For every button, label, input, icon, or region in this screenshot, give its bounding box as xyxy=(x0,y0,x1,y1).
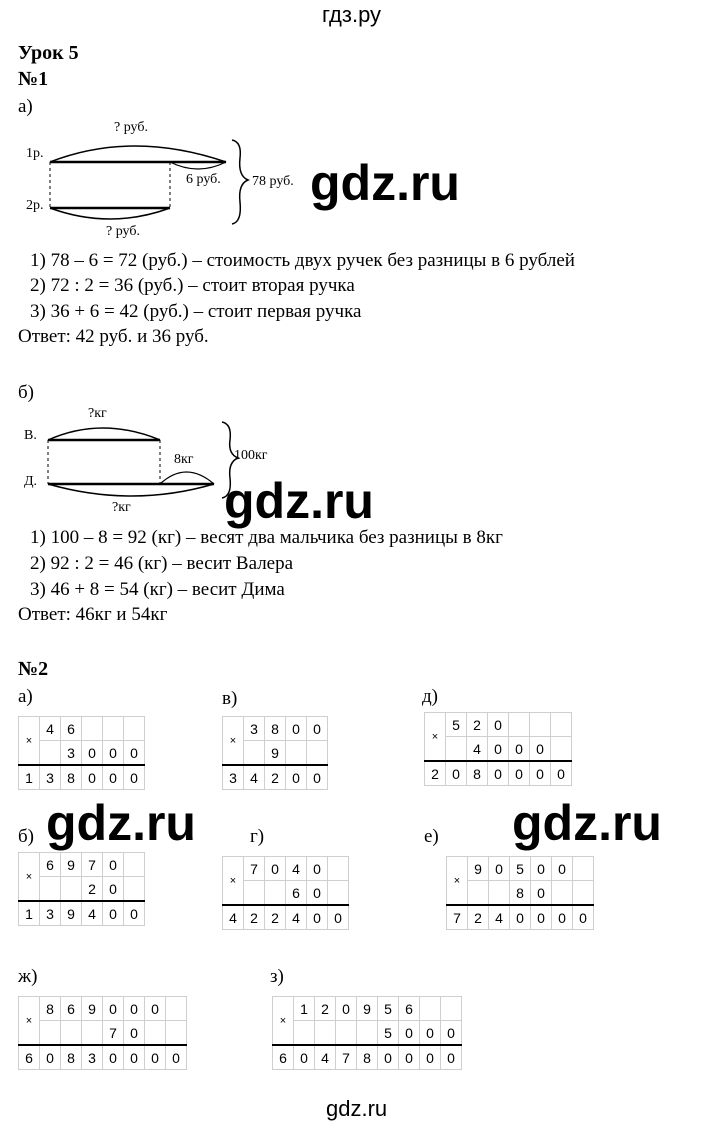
digit: 0 xyxy=(336,997,357,1021)
digit: 6 xyxy=(399,997,420,1021)
digit: 0 xyxy=(82,765,103,790)
digit: 0 xyxy=(103,877,124,902)
multiply-sign: × xyxy=(19,853,40,902)
diagram-1b-top-question: ?кг xyxy=(88,406,107,421)
digit xyxy=(145,1021,166,1046)
digit xyxy=(124,877,145,902)
digit xyxy=(315,1021,336,1046)
digit: 6 xyxy=(273,1045,294,1070)
digit: 3 xyxy=(244,717,265,741)
diagram-1a-bottom-question: ? руб. xyxy=(106,224,140,239)
digit: 0 xyxy=(82,741,103,766)
digit: 7 xyxy=(244,857,265,881)
digit: 0 xyxy=(103,901,124,926)
diagram-1b-row2-label: Д. xyxy=(24,474,38,489)
digit: 0 xyxy=(531,881,552,906)
digit: 8 xyxy=(265,717,286,741)
digit: 4 xyxy=(315,1045,336,1070)
digit: 0 xyxy=(446,761,467,786)
digit: 0 xyxy=(103,997,124,1021)
mult-grid-d xyxy=(424,712,572,786)
digit: 1 xyxy=(19,765,40,790)
digit: 2 xyxy=(315,997,336,1021)
digit xyxy=(307,741,328,766)
digit xyxy=(551,737,572,762)
digit: 0 xyxy=(489,857,510,881)
diagram-1a xyxy=(22,118,342,248)
digit: 4 xyxy=(82,901,103,926)
digit xyxy=(124,853,145,877)
digit: 0 xyxy=(530,761,551,786)
watermark: gdz.ru xyxy=(512,795,662,851)
digit: 2 xyxy=(244,905,265,930)
digit: 0 xyxy=(328,905,349,930)
digit: 6 xyxy=(19,1045,40,1070)
task1b-answer: Ответ: 46кг и 54кг xyxy=(18,604,168,625)
digit: 0 xyxy=(552,857,573,881)
digit xyxy=(244,881,265,906)
digit: 4 xyxy=(40,717,61,741)
digit: 2 xyxy=(467,713,488,737)
digit: 2 xyxy=(468,905,489,930)
footer-site-name: gdz.ru xyxy=(326,1096,388,1121)
digit: 4 xyxy=(286,857,307,881)
diagram-1a-top-question: ? руб. xyxy=(114,120,148,135)
digit: 0 xyxy=(420,1021,441,1046)
mult-grid-zh xyxy=(18,996,187,1070)
digit: 0 xyxy=(124,765,145,790)
digit: 8 xyxy=(40,997,61,1021)
task1a-step3: 3) 36 + 6 = 42 (руб.) – стоит первая ручка xyxy=(30,301,362,322)
diagram-1b-total: 100кг xyxy=(234,448,268,463)
digit: 0 xyxy=(441,1021,462,1046)
digit xyxy=(166,997,187,1021)
digit: 5 xyxy=(378,1021,399,1046)
digit: 7 xyxy=(82,853,103,877)
digit: 0 xyxy=(124,997,145,1021)
digit: 5 xyxy=(378,997,399,1021)
task2-number: №2 xyxy=(18,658,49,680)
digit: 9 xyxy=(61,853,82,877)
task2-label-g: г) xyxy=(250,826,265,847)
task1b-label: б) xyxy=(18,382,34,403)
digit: 0 xyxy=(307,717,328,741)
digit: 3 xyxy=(223,765,244,790)
digit xyxy=(336,1021,357,1046)
digit: 0 xyxy=(294,1045,315,1070)
task1-number: №1 xyxy=(18,68,49,90)
digit: 6 xyxy=(40,853,61,877)
digit xyxy=(551,713,572,737)
digit xyxy=(124,717,145,741)
digit: 6 xyxy=(61,997,82,1021)
digit: 0 xyxy=(145,1045,166,1070)
task2-label-d: д) xyxy=(422,686,438,707)
digit: 0 xyxy=(286,717,307,741)
digit: 0 xyxy=(552,905,573,930)
digit: 0 xyxy=(420,1045,441,1070)
digit: 0 xyxy=(488,761,509,786)
digit: 2 xyxy=(82,877,103,902)
mult-grid-b xyxy=(18,852,145,926)
digit xyxy=(294,1021,315,1046)
digit: 0 xyxy=(40,1045,61,1070)
digit: 0 xyxy=(103,853,124,877)
digit xyxy=(82,717,103,741)
multiply-sign: × xyxy=(425,713,446,762)
digit: 0 xyxy=(307,857,328,881)
digit xyxy=(468,881,489,906)
digit xyxy=(530,713,551,737)
digit xyxy=(265,881,286,906)
task2-label-z: з) xyxy=(270,966,284,987)
digit: 0 xyxy=(103,741,124,766)
digit xyxy=(328,857,349,881)
diagram-1a-total: 78 руб. xyxy=(252,174,294,189)
digit: 0 xyxy=(551,761,572,786)
multiply-sign: × xyxy=(223,717,244,766)
mult-grid-e xyxy=(446,856,594,930)
task1b-step1: 1) 100 – 8 = 92 (кг) – весят два мальчика без разницы в 8кг xyxy=(30,527,503,548)
multiply-sign: × xyxy=(273,997,294,1046)
mult-grid-g xyxy=(222,856,349,930)
digit: 3 xyxy=(82,1045,103,1070)
digit: 9 xyxy=(357,997,378,1021)
digit: 3 xyxy=(40,765,61,790)
digit: 6 xyxy=(286,881,307,906)
digit: 0 xyxy=(307,765,328,790)
digit: 7 xyxy=(103,1021,124,1046)
diagram-1b-bottom-question: ?кг xyxy=(112,500,131,515)
digit: 8 xyxy=(357,1045,378,1070)
digit: 0 xyxy=(124,741,145,766)
digit: 4 xyxy=(244,765,265,790)
digit: 8 xyxy=(61,1045,82,1070)
digit: 0 xyxy=(307,881,328,906)
digit: 0 xyxy=(307,905,328,930)
diagram-1a-row2-label: 2р. xyxy=(26,198,44,213)
digit xyxy=(82,1021,103,1046)
digit xyxy=(40,741,61,766)
multiply-sign: × xyxy=(19,717,40,766)
diagram-1b-row1-label: В. xyxy=(24,428,37,443)
digit xyxy=(441,997,462,1021)
digit: 6 xyxy=(61,717,82,741)
digit: 4 xyxy=(467,737,488,762)
mult-grid-z xyxy=(272,996,462,1070)
digit xyxy=(286,741,307,766)
digit xyxy=(573,857,594,881)
digit: 0 xyxy=(510,905,531,930)
digit: 0 xyxy=(573,905,594,930)
task2-label-zh: ж) xyxy=(18,966,38,987)
digit: 0 xyxy=(509,737,530,762)
task1a-step1: 1) 78 – 6 = 72 (руб.) – стоимость двух ручек без разницы в 6 рублей xyxy=(30,250,575,271)
watermark: gdz.ru xyxy=(46,795,196,851)
digit: 1 xyxy=(19,901,40,926)
digit: 7 xyxy=(336,1045,357,1070)
digit xyxy=(103,717,124,741)
digit: 0 xyxy=(531,857,552,881)
digit: 4 xyxy=(223,905,244,930)
digit xyxy=(573,881,594,906)
digit: 0 xyxy=(399,1021,420,1046)
task1a-step2: 2) 72 : 2 = 36 (руб.) – стоит вторая ручка xyxy=(30,275,355,296)
digit: 0 xyxy=(378,1045,399,1070)
digit: 0 xyxy=(531,905,552,930)
task1b-step2: 2) 92 : 2 = 46 (кг) – весит Валера xyxy=(30,553,294,574)
digit: 2 xyxy=(265,905,286,930)
multiply-sign: × xyxy=(19,997,40,1046)
multiply-sign: × xyxy=(447,857,468,906)
segment-diagram-1a xyxy=(22,118,342,248)
digit: 3 xyxy=(40,901,61,926)
digit: 3 xyxy=(61,741,82,766)
digit: 0 xyxy=(441,1045,462,1070)
digit: 0 xyxy=(265,857,286,881)
digit: 0 xyxy=(124,1021,145,1046)
digit xyxy=(552,881,573,906)
digit: 5 xyxy=(446,713,467,737)
digit: 8 xyxy=(510,881,531,906)
digit xyxy=(40,877,61,902)
digit: 0 xyxy=(488,713,509,737)
digit: 9 xyxy=(61,901,82,926)
digit xyxy=(61,1021,82,1046)
diagram-1a-row1-label: 1р. xyxy=(26,146,44,161)
digit: 0 xyxy=(488,737,509,762)
task2-label-v: в) xyxy=(222,688,238,709)
digit xyxy=(61,877,82,902)
digit xyxy=(446,737,467,762)
site-header: гдз.ру xyxy=(322,2,382,27)
digit: 9 xyxy=(468,857,489,881)
digit: 0 xyxy=(530,737,551,762)
digit: 2 xyxy=(265,765,286,790)
digit: 9 xyxy=(265,741,286,766)
mult-grid-a xyxy=(18,716,145,790)
digit: 1 xyxy=(294,997,315,1021)
digit: 8 xyxy=(467,761,488,786)
digit: 5 xyxy=(510,857,531,881)
digit xyxy=(357,1021,378,1046)
task1a-answer: Ответ: 42 руб. и 36 руб. xyxy=(18,326,209,347)
watermark: gdz.ru xyxy=(310,155,460,211)
lesson-title: Урок 5 xyxy=(18,42,79,64)
task1a-label: а) xyxy=(18,96,33,117)
digit: 4 xyxy=(489,905,510,930)
digit xyxy=(489,881,510,906)
digit: 0 xyxy=(103,1045,124,1070)
diagram-1b-difference: 8кг xyxy=(174,452,194,467)
digit: 0 xyxy=(145,997,166,1021)
digit: 0 xyxy=(509,761,530,786)
digit xyxy=(244,741,265,766)
digit: 9 xyxy=(82,997,103,1021)
multiply-sign: × xyxy=(223,857,244,906)
digit: 0 xyxy=(124,1045,145,1070)
digit xyxy=(509,713,530,737)
digit xyxy=(166,1021,187,1046)
diagram-1a-difference: 6 руб. xyxy=(186,172,221,187)
task2-label-e: е) xyxy=(424,826,439,847)
task2-label-a: а) xyxy=(18,686,33,707)
digit xyxy=(40,1021,61,1046)
digit: 0 xyxy=(103,765,124,790)
digit: 7 xyxy=(447,905,468,930)
digit: 0 xyxy=(124,901,145,926)
digit: 2 xyxy=(425,761,446,786)
mult-grid-v xyxy=(222,716,328,790)
task2-label-b: б) xyxy=(18,826,34,847)
digit: 4 xyxy=(286,905,307,930)
digit: 0 xyxy=(286,765,307,790)
task1b-step3: 3) 46 + 8 = 54 (кг) – весит Дима xyxy=(30,579,285,600)
digit xyxy=(420,997,441,1021)
digit: 8 xyxy=(61,765,82,790)
digit: 0 xyxy=(399,1045,420,1070)
digit xyxy=(328,881,349,906)
digit: 0 xyxy=(166,1045,187,1070)
watermark: gdz.ru xyxy=(224,473,374,529)
